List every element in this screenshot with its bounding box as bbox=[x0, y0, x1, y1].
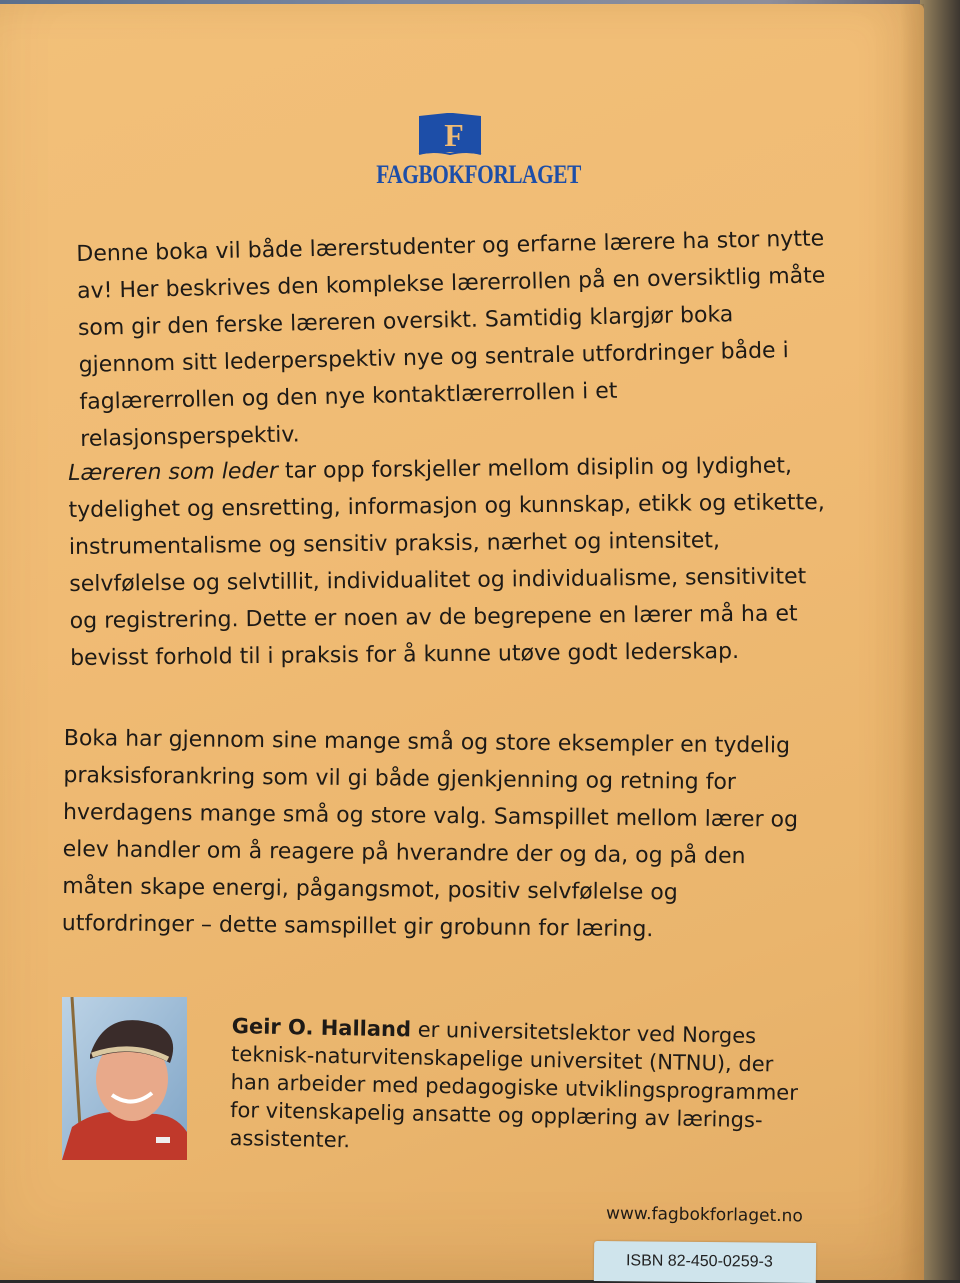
description-paragraph-1: Denne boka vil både lærerstudenter og erfarne lærere ha stor nytte av! Her beskrives den komplekse lærerrollen på en oversiktlig måte som gir den ferske læreren oversikt. Samtidig klargjør boka gjennom sitt lederperspektiv nye og sentrale utfordringer både i faglærerrollen og den nye kontaktlærerrollen i et relasjonsperspektiv. bbox=[76, 226, 826, 452]
description-paragraph-2 bbox=[68, 447, 830, 677]
author-bio bbox=[229, 1012, 812, 1163]
publisher-name: FAGBOKFORLAGET bbox=[376, 160, 581, 189]
author-bio-text: er universitetslektor ved Norges teknisk-naturvitenskapelige universitet (NTNU), der han arbeider med pedagogiske utviklingsprogrammer for vitenskapelig ansatte og opplæring av lærings-assistenter. bbox=[229, 1017, 799, 1153]
book-title-italic: Læreren som leder bbox=[68, 458, 279, 486]
open-book-logo-icon bbox=[417, 110, 483, 156]
author-photo bbox=[62, 997, 187, 1160]
cover-edge-shadow bbox=[900, 4, 924, 1280]
logo-letter: F bbox=[444, 117, 464, 153]
isbn-number: ISBN 82-450-0259-3 bbox=[625, 1252, 773, 1271]
isbn-label bbox=[594, 1241, 816, 1283]
publisher-logo bbox=[360, 110, 581, 190]
author-name: Geir O. Halland bbox=[231, 1013, 412, 1042]
publisher-website: www.fagbokforlaget.no bbox=[605, 1203, 803, 1227]
background-right bbox=[920, 0, 960, 1280]
description-paragraph-3: Boka har gjennom sine mange små og store eksempler en tydelig praksisforankring som vil gi både gjenkjenning og retning for hverdagens mange små og store valg. Samspillet mellom lærer og elev handler om å reagere på hverandre der og da, og på den måten skape energi, pågangsmot, positiv selvfølelse og utfordringer – dette samspillet gir grobunn for læring. bbox=[61, 725, 799, 943]
description-paragraph-2-text: tar opp forskjeller mellom disiplin og lydighet, tydelighet og ensretting, informasjon og kunnskap, etikk og etikette, instrumentalisme og sensitiv praksis, nærhet og intensitet, selvfølelse og selvtillit, individualitet og individualisme, sensitivitet og registrering. Dette er noen av de begrepene en lærer må ha et bevisst forhold til i praksis for å kunne utøve godt lederskap. bbox=[68, 453, 825, 671]
